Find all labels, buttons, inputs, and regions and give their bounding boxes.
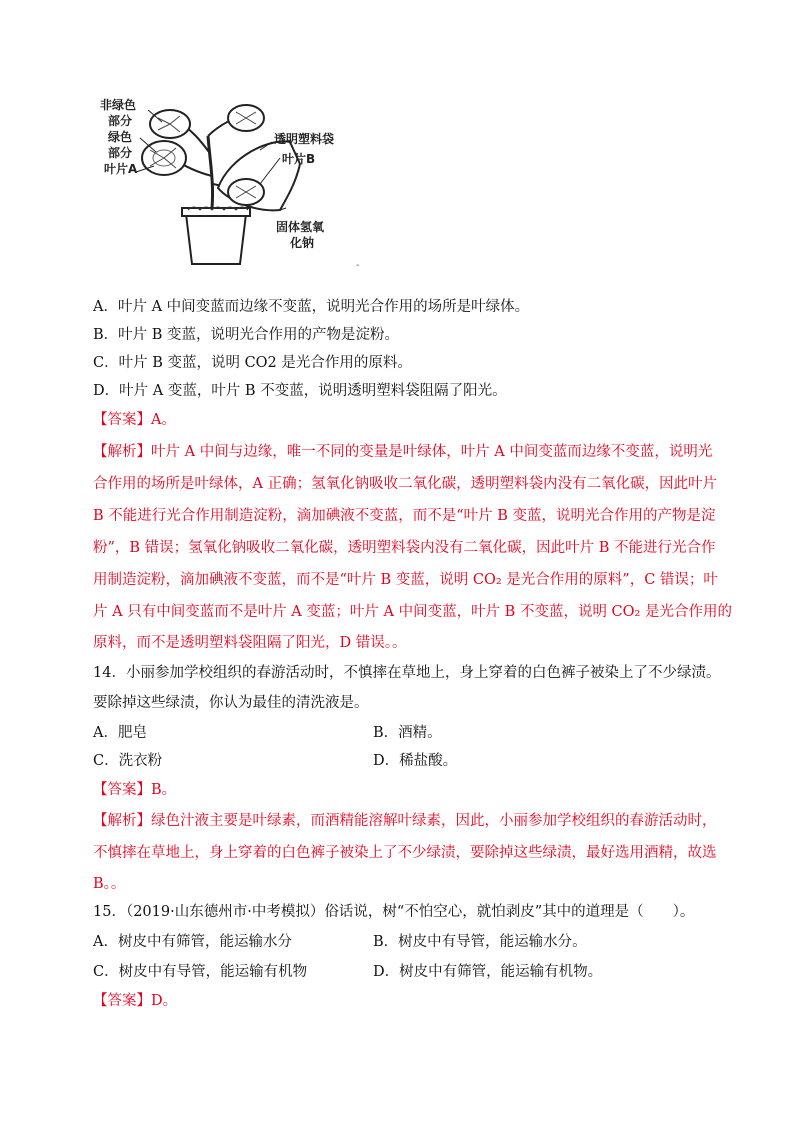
figure-label-naoh-1: 固体氢氧 <box>276 220 325 234</box>
q14-analysis-line: 【解析】绿色汁液主要是叶绿素，而酒精能溶解叶绿素，因此，小丽参加学校组织的春游活动时， <box>93 813 717 829</box>
q13-option-a: A．叶片 A 中间变蓝而边缘不变蓝，说明光合作用的场所是叶绿体。 <box>93 299 530 315</box>
q14-analysis-line: B。。 <box>93 876 126 892</box>
q13-analysis-line: 粉”，B 错误；氢氧化钠吸收二氧化碳，透明塑料袋内没有二氧化碳，因此叶片 B 不能进行光合作 <box>93 540 716 556</box>
q13-analysis-line: 【解析】叶片 A 中间与边缘，唯一不同的变量是叶绿体，叶片 A 中间变蓝而边缘不变蓝，说明光 <box>93 444 713 460</box>
q13-analysis-line: 片 A 只有中间变蓝而不是叶片 A 变蓝；叶片 A 中间变蓝，叶片 B 不变蓝，说明 CO₂ 是光合作用的 <box>93 604 732 620</box>
q14-option-d: D．稀盐酸。 <box>373 753 458 769</box>
figure-label-green: 绿色 <box>108 130 133 144</box>
q14-stem-line: 14．小丽参加学校组织的春游活动时，不慎摔在草地上，身上穿着的白色裤子被染上了不少绿渍。 <box>93 665 721 681</box>
figure-label-plastic-bag: 透明塑料袋 <box>274 132 335 146</box>
q14-stem-line: 要除掉这些绿渍，你认为最佳的清洗液是。 <box>93 695 369 711</box>
plant-experiment-figure <box>100 92 360 271</box>
q13-option-c: C．叶片 B 变蓝，说明 CO2 是光合作用的原料。 <box>93 355 412 371</box>
q13-analysis-line: 用制造淀粉，滴加碘液不变蓝，而不是“叶片 B 变蓝，说明 CO₂ 是光合作用的原料”，C 错误；叶 <box>93 572 718 588</box>
figure-label-part-1: 部分 <box>108 114 133 128</box>
q13-analysis-line: 合作用的场所是叶绿体，A 正确；氢氧化钠吸收二氧化碳，透明塑料袋内没有二氧化碳，因此叶片 <box>93 476 718 492</box>
q15-stem: 15．（2019·山东德州市·中考模拟）俗话说，树“不怕空心，就怕剥皮”其中的道理是（ ）。 <box>93 904 695 920</box>
figure-label-leaf-a: 叶片A <box>104 162 138 176</box>
figure-label-leaf-b: 叶片B <box>282 152 316 166</box>
q14-option-b: B．酒精。 <box>373 725 442 741</box>
q15-option-b: B．树皮中有导管，能运输水分。 <box>373 934 587 950</box>
q15-option-a: A．树皮中有筛管，能运输水分 <box>93 934 292 950</box>
q14-answer: 【答案】B。 <box>93 782 177 798</box>
q13-answer: 【答案】A。 <box>93 412 176 428</box>
q15-answer: 【答案】D。 <box>93 993 178 1009</box>
q13-analysis-line: 原料，而不是透明塑料袋阻隔了阳光，D 错误。。 <box>93 635 407 651</box>
q13-analysis-line: B 不能进行光合作用制造淀粉，滴加碘液不变蓝，而不是“叶片 B 变蓝，说明光合作用的产物是淀 <box>93 508 716 524</box>
q13-option-d: D．叶片 A 变蓝，叶片 B 不变蓝，说明透明塑料袋阻隔了阳光。 <box>93 383 507 399</box>
q14-option-c: C．洗衣粉 <box>93 753 163 769</box>
q13-option-b: B．叶片 B 变蓝，说明光合作用的产物是淀粉。 <box>93 327 400 343</box>
q15-option-c: C．树皮中有导管，能运输有机物 <box>93 964 308 980</box>
q14-analysis-line: 不慎摔在草地上，身上穿着的白色裤子被染上了不少绿渍，要除掉这些绿渍，最好选用酒精，故选 <box>93 845 717 861</box>
svg-text:-: - <box>356 260 360 271</box>
figure-label-non-green: 非绿色 <box>100 98 137 112</box>
q15-option-d: D．树皮中有筛管，能运输有机物。 <box>373 964 603 980</box>
q14-option-a: A．肥皂 <box>93 725 147 741</box>
figure-label-naoh-2: 化钠 <box>290 236 315 250</box>
figure-label-part-2: 部分 <box>108 146 133 160</box>
